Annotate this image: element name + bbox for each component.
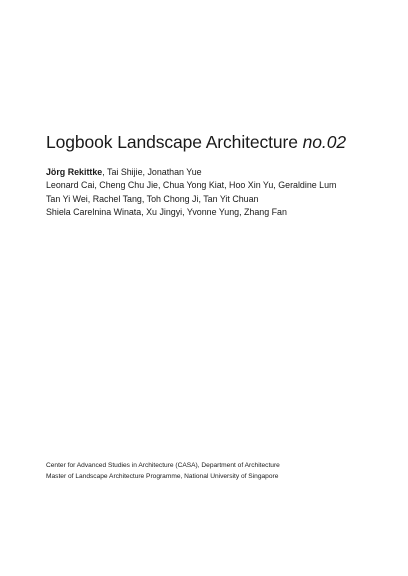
book-title-issue: no.02 xyxy=(302,132,346,152)
book-title xyxy=(46,131,346,153)
author-line-2: Leonard Cai, Cheng Chu Jie, Chua Yong Kiat, Hoo Xin Yu, Geraldine Lum xyxy=(46,180,337,191)
author-line-4: Shiela Carelnina Winata, Xu Jingyi, Yvonne Yung, Zhang Fan xyxy=(46,207,287,218)
author-line-1-rest: , Tai Shijie, Jonathan Yue xyxy=(102,167,202,177)
author-line-1 xyxy=(46,166,336,179)
lead-author: Jörg Rekittke xyxy=(46,167,103,177)
book-title-main: Logbook Landscape Architecture xyxy=(46,132,298,152)
institution-line-2: Master of Landscape Architecture Programme, National University of Singapore xyxy=(46,472,279,480)
author-line-3: Tan Yi Wei, Rachel Tang, Toh Chong Ji, Tan Yit Chuan xyxy=(46,193,259,204)
institution-line-1: Center for Advanced Studies in Architecture (CASA), Department of Architecture xyxy=(46,462,280,469)
author-list xyxy=(46,166,336,220)
institution-footer xyxy=(46,461,280,483)
